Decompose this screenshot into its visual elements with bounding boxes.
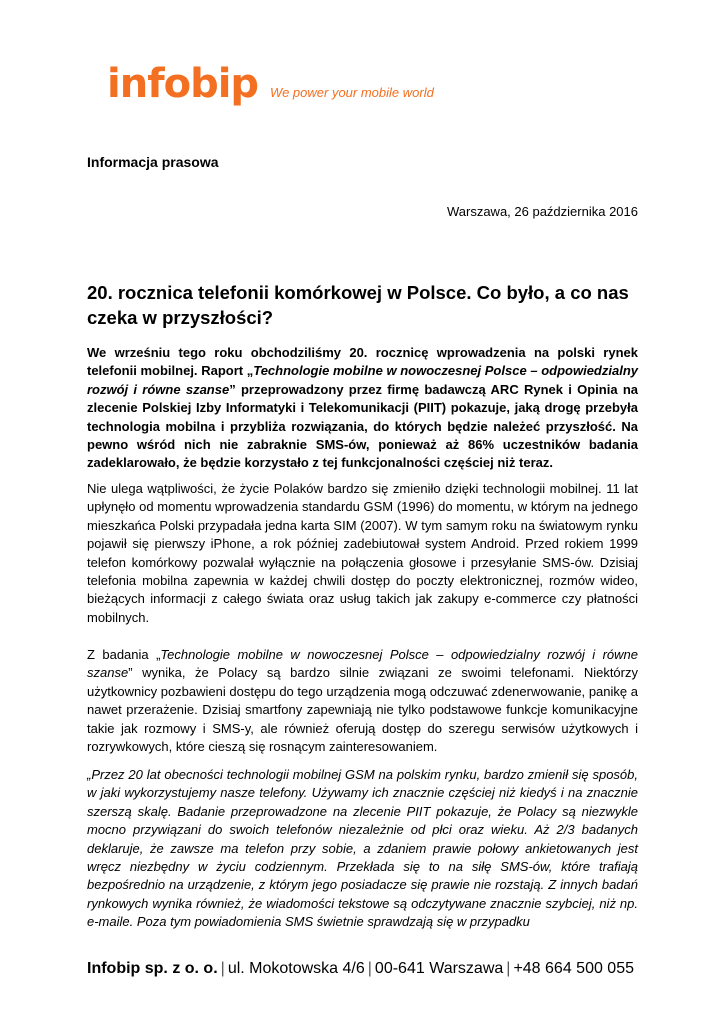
lead-paragraph bbox=[87, 344, 638, 473]
text-a: Z badania „ bbox=[87, 647, 161, 662]
separator: | bbox=[506, 960, 511, 977]
quote-paragraph: „Przez 20 lat obecności technologii mobilnej GSM na polskim rynku, bardzo zmienił się sposób, w jaki wykorzystujemy nasze telefony. Używamy ich znacznie częściej niż kiedyś i na znacznie szerszą skalę. Badanie przeprowadzone na zlecenie PIIT pokazuje, że Polacy są niezwykle mocno przywiązani do swoich telefonów niezależnie od płci oraz wieku. Aż 2/3 badanych deklaruje, że zawsze ma telefon przy sobie, a zdaniem prawie połowy ankietowanych jest wręcz niezbędny w życiu codziennym. Przekłada się to na siłę SMS-ów, które trafiają bezpośrednio na urządzenie, z którym jego posiadacze się prawie nie rozstają. Z innych badań rynkowych wynika również, że wiadomości tekstowe są odczytywane znacznie szybciej, niż np. e-maile. Poza tym powiadomienia SMS świetnie sprawdzają się w przypadku bbox=[87, 767, 638, 930]
lead-text-c: ” przeprowadzony przez firmę badawczą ARC Rynek i Opinia na zlecenie Polskiej Izby Informatyki i Telekomunikacji (PIIT) pokazuje, jaką drogę przebyła technologia mobilna i przybliża rozwiązania, do których będzie należeć przyszłość. Na pewno wśród nich nie zabraknie SMS-ów, ponieważ aż 86% uczestników badania zadeklarowało, że będzie korzystało z tej funkcjonalności częściej niż teraz. bbox=[87, 381, 639, 471]
body-paragraph: Nie ulega wątpliwości, że życie Polaków bardzo się zmieniło dzięki technologii mobilnej. 11 lat upłynęło od momentu wprowadzenia standardu GSM (1996) do momentu, w którym na jednego mieszkańca Polski przypadała jedna karta SIM (2007). W tym samym roku na światowym rynku pojawił się pierwszy iPhone, a rok później zadebiutował system Android. Przed rokiem 1999 telefon komórkowy pozwalał wyłącznie na połączenia głosowe i przesyłanie SMS-ów. Dzisiaj telefonia mobilna zapewnia w każdej chwili dostęp do poczty elektronicznej, rozmów wideo, bieżących informacji z całego świata oraz usług takich jak zakupy e-commerce czy płatności mobilnych. bbox=[87, 481, 638, 625]
separator: | bbox=[367, 960, 372, 977]
separator: | bbox=[220, 960, 225, 977]
document-label: Informacja prasowa bbox=[87, 154, 219, 170]
lead-text-a: We wrześniu tego roku obchodziliśmy 20. rocznicę wprowadzenia na polski rynek telefonii mobilnej. Raport „ bbox=[87, 345, 638, 379]
report-title: Technologie mobilne w nowoczesnej Polsce – odpowiedzialny rozwój i równe szanse bbox=[87, 363, 638, 397]
page-title: 20. rocznica telefonii komórkowej w Polsce. Co było, a co nas czeka w przyszłości? bbox=[87, 282, 629, 328]
infobip-logo bbox=[107, 61, 434, 107]
footer bbox=[87, 960, 634, 978]
footer-postal: 00-641 Warszawa bbox=[374, 960, 504, 977]
footer-address: ul. Mokotowska 4/6 bbox=[227, 960, 365, 977]
document-date: Warszawa, 26 października 2016 bbox=[446, 204, 638, 219]
footer-phone: +48 664 500 055 bbox=[513, 960, 634, 977]
report-title: Technologie mobilne w nowoczesnej Polsce – odpowiedzialny rozwój i równe szanse bbox=[87, 647, 638, 681]
logo-tagline: We power your mobile world bbox=[270, 85, 434, 100]
text-c: ” wynika, że Polacy są bardzo silnie związani ze swoimi telefonami. Niektórzy użytkownicy pozbawieni dostępu do tego urządzenia mogą odczuwać zdenerwowanie, panikę a nawet przerażenie. Dzisiaj smartfony zapewniają nie tylko podstawowe funkcje komunikacyjne takie jak rozmowy i SMS-y, ale również oferują dostęp do szeregu serwisów użytkowych i rozrywkowych, które cieszą się rosnącym zainteresowaniem. bbox=[87, 665, 638, 755]
footer-company: Infobip sp. z o. o. bbox=[87, 960, 218, 977]
logo-wordmark: infobip bbox=[107, 61, 259, 107]
body-paragraph bbox=[87, 646, 638, 756]
